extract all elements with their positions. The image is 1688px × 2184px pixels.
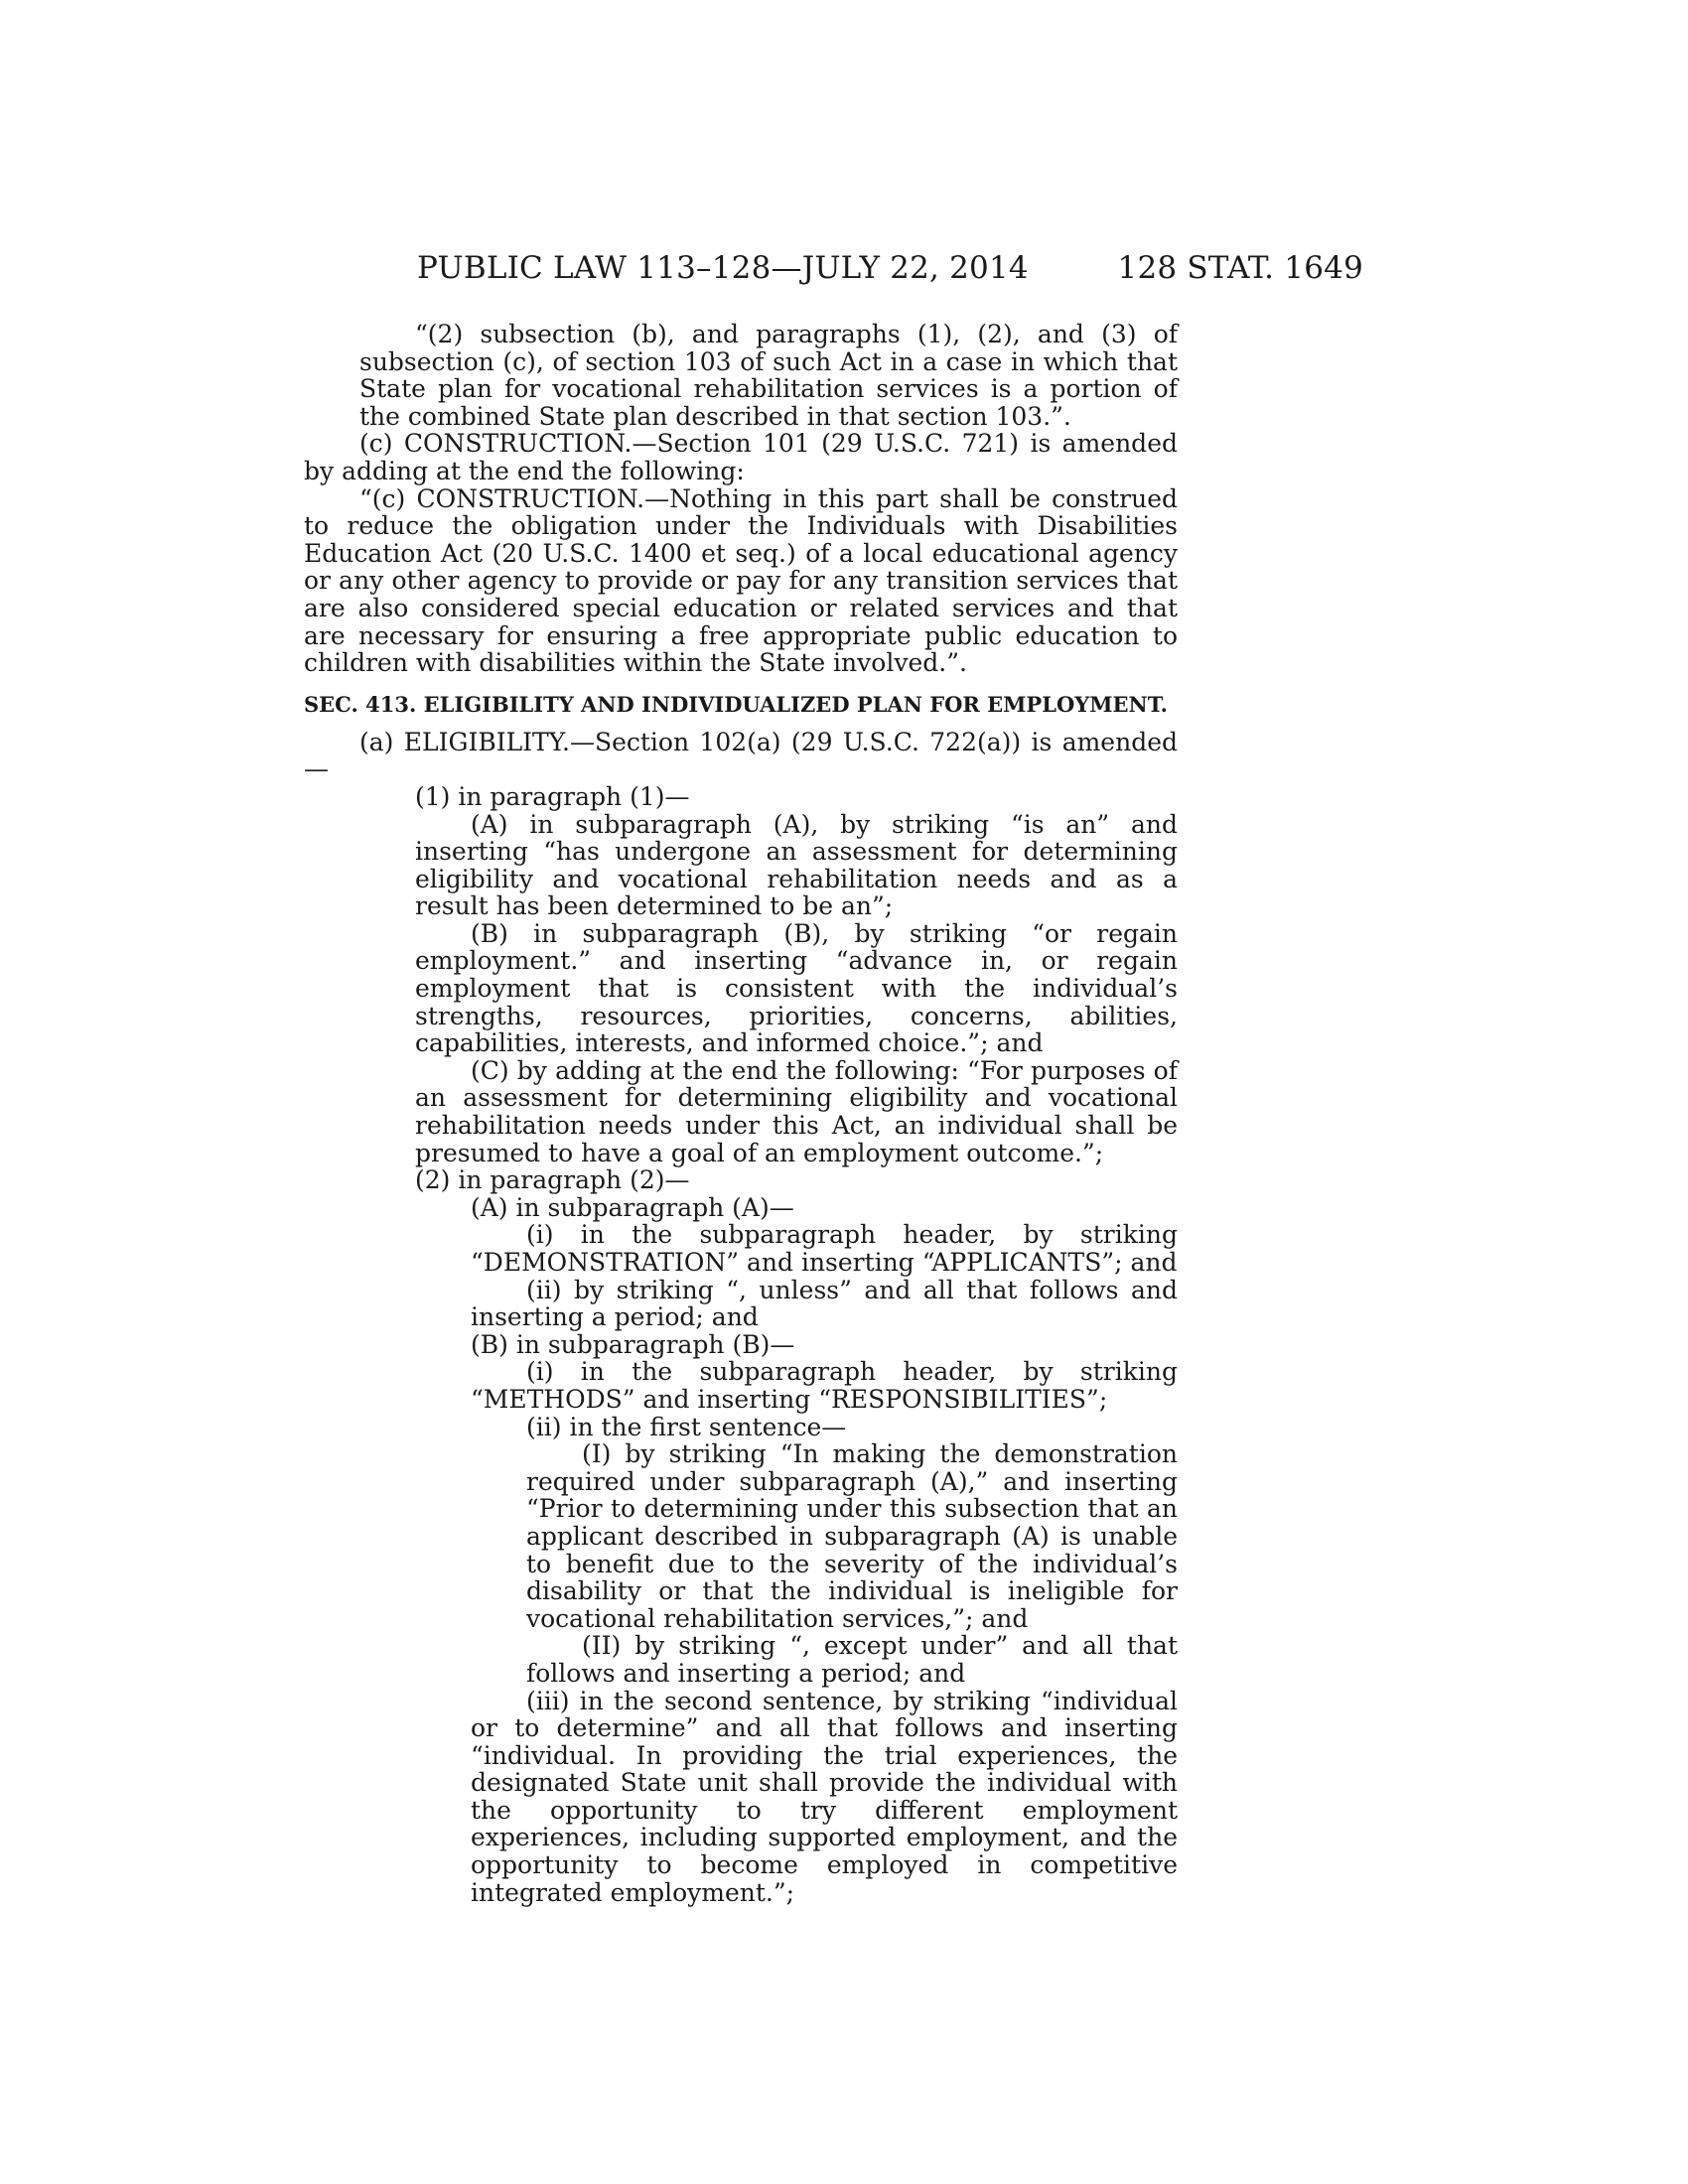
item-2-B-ii: (ii) in the first sentence— — [526, 1412, 847, 1441]
paragraph-construction-text: “(c) CONSTRUCTION.—Nothing in this part shall be construed to reduce the obligation under the Individuals with Disabilities Education Act (20 U.S.C. 1400 et seq.) of a local educational agency or any other agency to provide or pay for any transition services that are also considered special education or related services and that are necessary for ensuring a free appropriate public education to children with disabilities within the State involved.”. — [304, 483, 1178, 678]
section-heading: SEC. 413. ELIGIBILITY AND INDIVIDUALIZED PLAN FOR EMPLOYMENT. — [304, 691, 1168, 717]
item-2-paragraph-2: (2) in paragraph (2)— — [415, 1165, 690, 1195]
item-2-B-i: (i) in the subparagraph header, by striking “METHODS” and inserting “RESPONSIBILITIES”; — [471, 1357, 1178, 1414]
item-2-B-ii-II: (II) by striking “, except under” and all that follows and inserting a period; and — [526, 1631, 1178, 1688]
document-body — [304, 321, 1178, 1906]
item-2-A-i: (i) in the subparagraph header, by striking “DEMONSTRATION” and inserting “APPLICANTS”; and — [471, 1220, 1178, 1277]
paragraph-subsection-2: “(2) subsection (b), and paragraphs (1), (2), and (3) of subsection (c), of section 103 of such Act in a case in which that State plan for vocational rehabilitation services is a portion of the combined State plan described in that section 103.”. — [359, 320, 1178, 431]
item-2-A: (A) in subparagraph (A)— — [471, 1192, 794, 1222]
item-a-eligibility: (a) ELIGIBILITY.—Section 102(a) (29 U.S.C. 722(a)) is amended— — [304, 727, 1178, 784]
item-2-B: (B) in subparagraph (B)— — [471, 1329, 795, 1359]
running-header — [417, 250, 1363, 290]
item-2-A-ii: (ii) by striking “, unless” and all that follows and inserting a period; and — [471, 1275, 1178, 1332]
item-1-B: (B) in subparagraph (B), by striking “or regain employment.” and inserting “advance in, or regain employment that is consistent with the individual’s strengths, resources, priorities, concerns, abilities, capabilities, interests, and informed choice.”; and — [415, 918, 1178, 1058]
item-1-paragraph-1: (1) in paragraph (1)— — [415, 781, 690, 811]
header-citation: PUBLIC LAW 113–128—JULY 22, 2014 — [417, 250, 1029, 286]
item-2-B-ii-I: (I) by striking “In making the demonstration required under subparagraph (A),” and inserting “Prior to determining under this subsection that an applicant described in subparagraph (A) is unable to benefit due to the severity of the individual’s disability or that the individual is ineligible for vocational rehabilitation services,”; and — [526, 1439, 1178, 1633]
paragraph-construction-intro: (c) CONSTRUCTION.—Section 101 (29 U.S.C. 721) is amended by adding at the end the following: — [304, 429, 1178, 485]
item-2-B-iii: (iii) in the second sentence, by striking “individual or to determine” and all that follows and inserting “individual. In providing the trial experiences, the designated State unit shall provide the individual with the opportunity to try different employment experiences, including supported employment, and the opportunity to become employed in competitive integrated employment.”; — [471, 1686, 1178, 1907]
header-page-number: 128 STAT. 1649 — [1117, 250, 1363, 286]
item-1-C: (C) by adding at the end the following: “For purposes of an assessment for determining eligibility and vocational rehabilitation needs under this Act, an individual shall be presumed to have a goal of an employment outcome.”; — [415, 1055, 1178, 1167]
item-1-A: (A) in subparagraph (A), by striking “is an” and inserting “has undergone an assessment for determining eligibility and vocational rehabilitation needs and as a result has been determined to be an”; — [415, 809, 1178, 921]
